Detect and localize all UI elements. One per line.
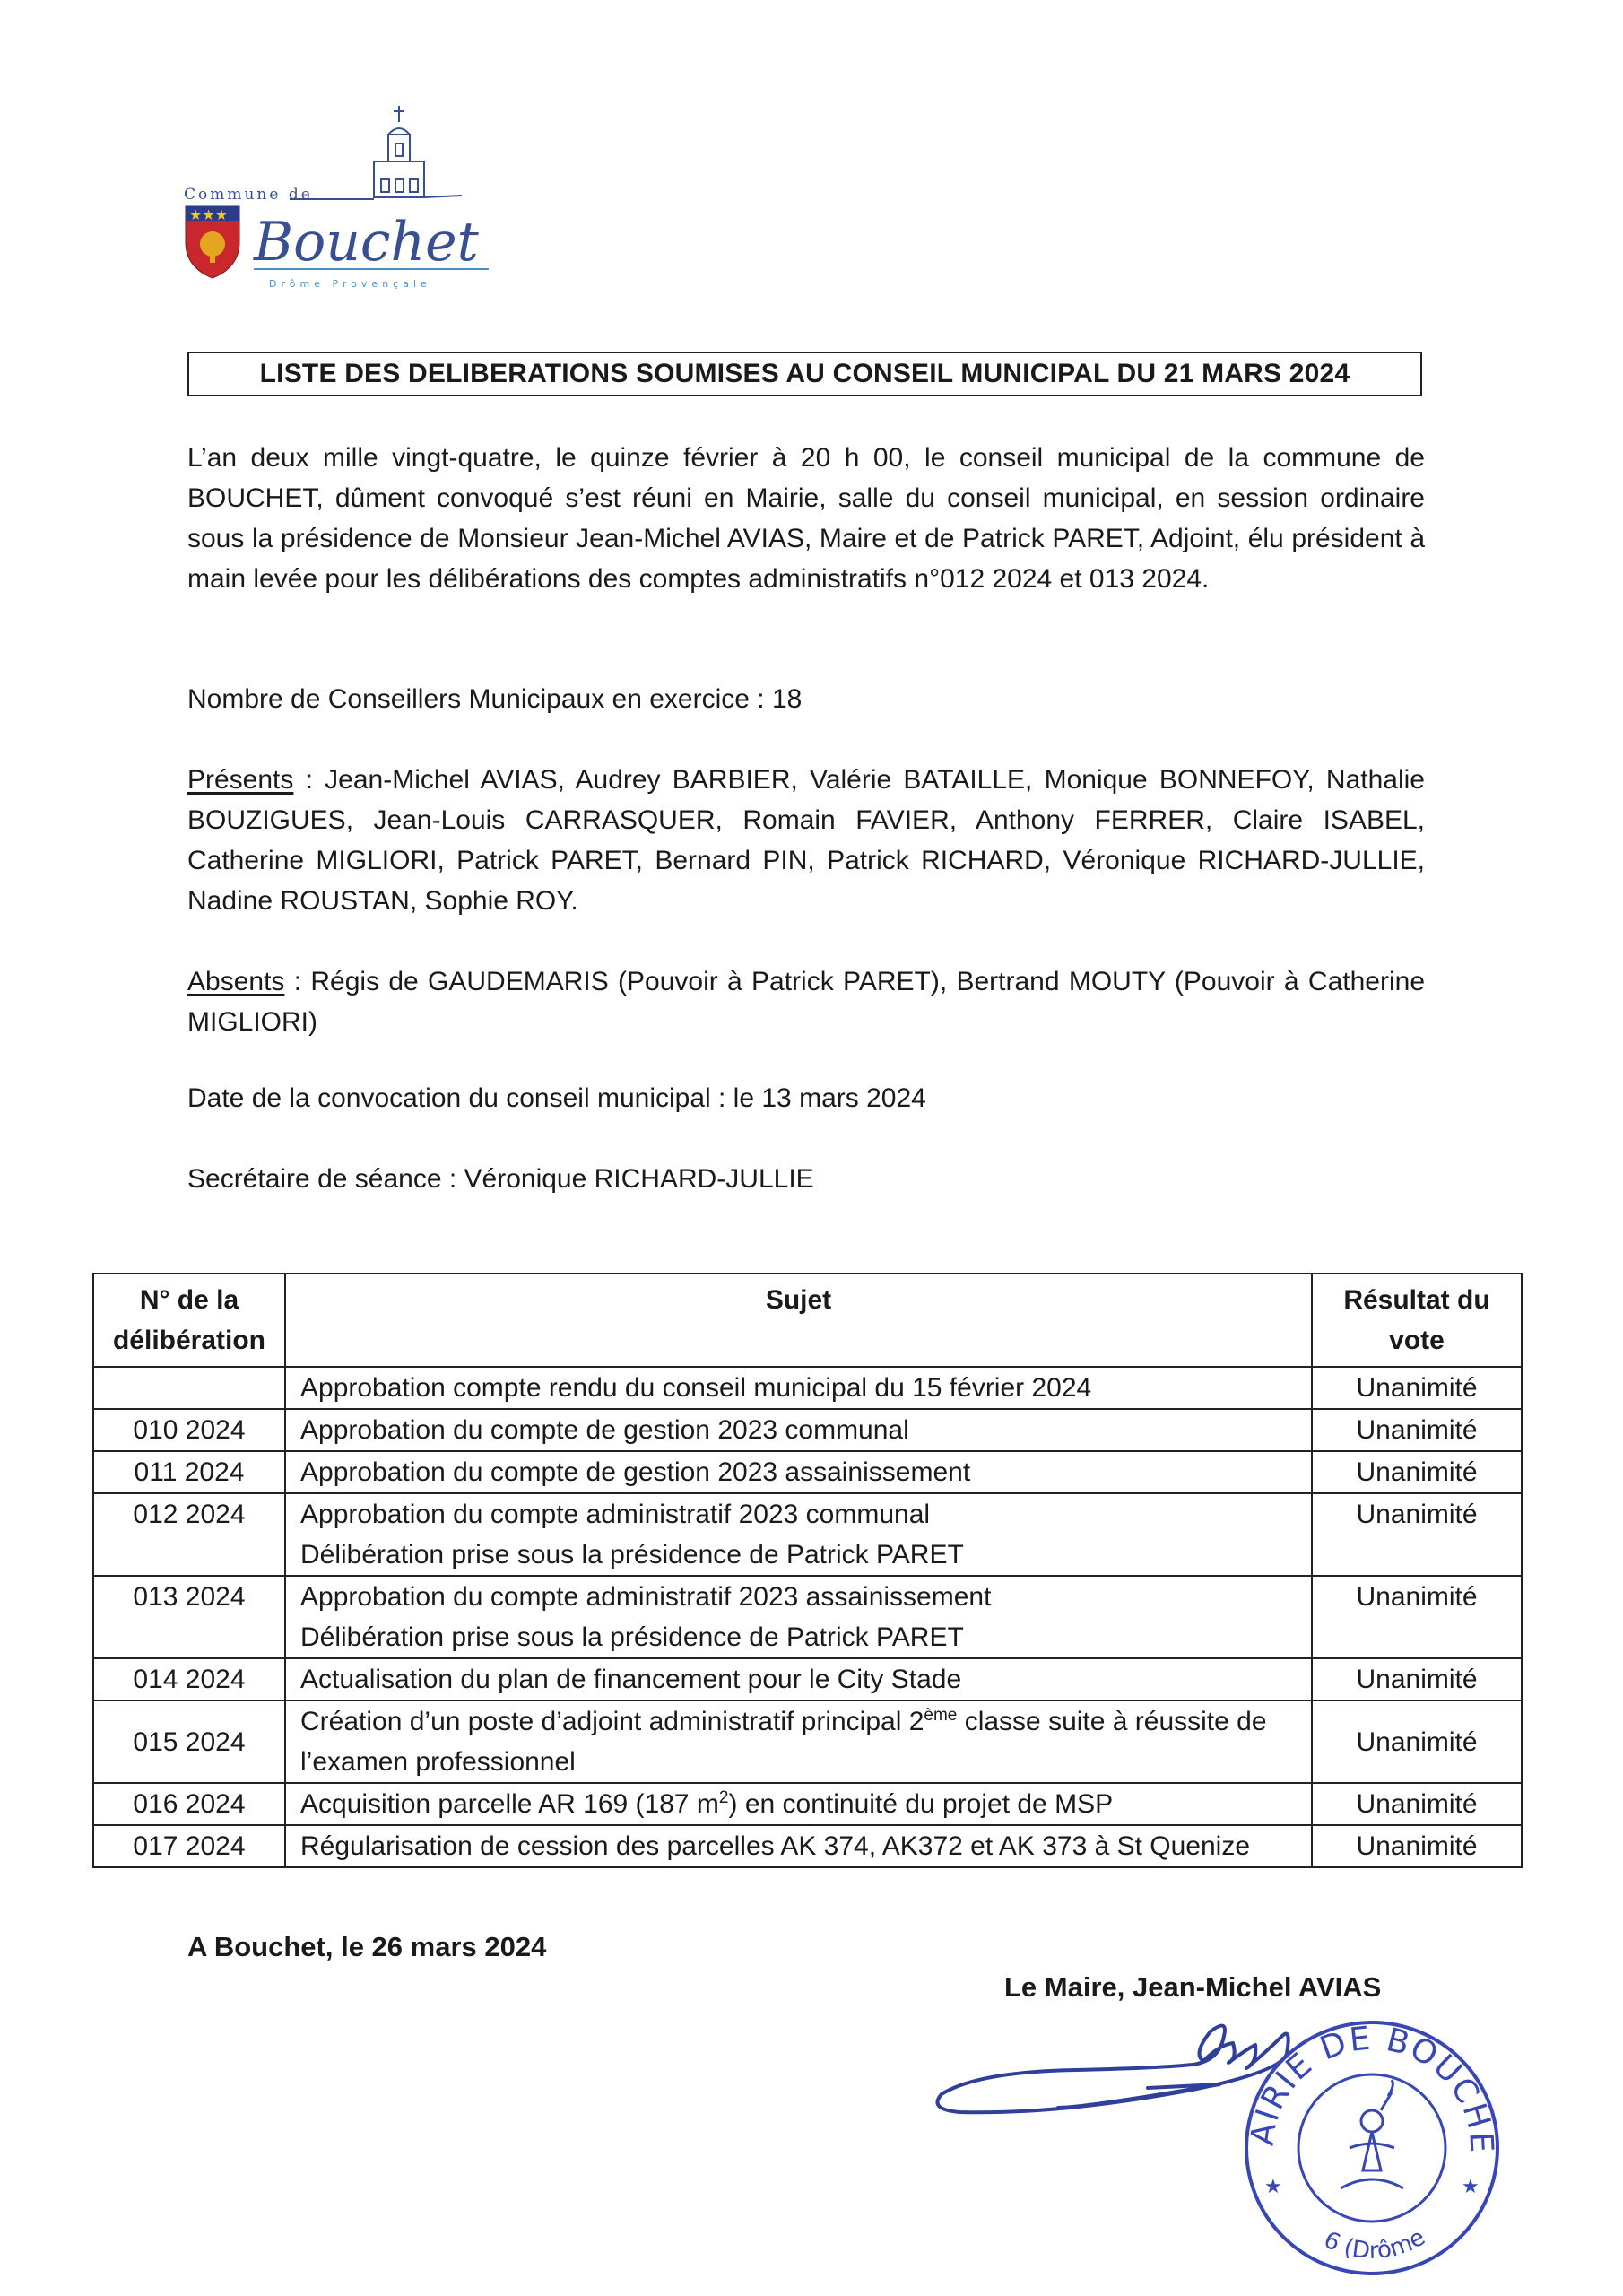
row-subject-line1: Approbation du compte administratif 2023 communal xyxy=(300,1500,931,1529)
row-subject-part1: Acquisition parcelle AR 169 (187 m xyxy=(300,1789,719,1819)
stamp-ring-text: AIRIE DE BOUCHE xyxy=(1244,2020,1500,2155)
row-subject: Régularisation de cession des parcelles AK 374, AK372 et AK 373 à St Quenize xyxy=(285,1825,1312,1867)
place-and-date: A Bouchet, le 26 mars 2024 xyxy=(187,1931,547,1962)
absents-label: Absents xyxy=(187,967,285,996)
header-number xyxy=(93,1274,285,1367)
presents-list: : Jean-Michel AVIAS, Audrey BARBIER, Valérie BATAILLE, Monique BONNEFOY, Nathalie BOUZIGUES, Jean-Louis CARRASQUER, Romain FAVIER, Anthony FERRER, Claire ISABEL, Catherine MIGLIORI, Patrick PARET, Bernard PIN, Patrick RICHARD, Véronique RICHARD-JULLIE, Nadine ROUSTAN, Sophie ROY. xyxy=(187,765,1425,916)
row-number: 014 2024 xyxy=(93,1658,285,1700)
document-title: LISTE DES DELIBERATIONS SOUMISES AU CONSEIL MUNICIPAL DU 21 MARS 2024 xyxy=(187,352,1422,396)
svg-text:★: ★ xyxy=(1462,2176,1480,2198)
row-subject-part1: Création d’un poste d’adjoint administratif principal 2 xyxy=(300,1707,924,1736)
logo-tagline: Drôme Provençale xyxy=(269,278,431,290)
councillors-count: Nombre de Conseillers Municipaux en exercice : 18 xyxy=(187,684,803,714)
intro-paragraph: L’an deux mille vingt-quatre, le quinze février à 20 h 00, le conseil municipal de la commune de BOUCHET, dûment convoqué s’est réuni en Mairie, salle du conseil municipal, en session ordinaire sous la présidence de Monsieur Jean-Michel AVIAS, Maire et de Patrick PARET, Adjoint, élu président à main levée pour les délibérations des comptes administratifs n°012 2024 et 013 2024. xyxy=(187,443,1425,594)
table-row xyxy=(93,1409,1522,1451)
row-subject: Approbation compte rendu du conseil municipal du 15 février 2024 xyxy=(285,1367,1312,1409)
logo-commune-text: Commune de xyxy=(184,186,313,204)
row-result: Unanimité xyxy=(1312,1367,1522,1409)
row-result: Unanimité xyxy=(1312,1658,1522,1700)
row-result: Unanimité xyxy=(1312,1576,1522,1658)
row-result: Unanimité xyxy=(1312,1700,1522,1783)
bouchet-logo-image xyxy=(184,90,507,296)
row-subject xyxy=(285,1576,1312,1658)
row-number: 012 2024 xyxy=(93,1493,285,1576)
table-row xyxy=(93,1783,1522,1825)
mayor-signature-label: Le Maire, Jean-Michel AVIAS xyxy=(1004,1971,1382,2003)
row-subject: Approbation du compte de gestion 2023 assainissement xyxy=(285,1451,1312,1493)
row-result: Unanimité xyxy=(1312,1493,1522,1576)
svg-text:★★★: ★★★ xyxy=(189,206,229,223)
row-subject xyxy=(285,1700,1312,1783)
row-number: 010 2024 xyxy=(93,1409,285,1451)
table-row xyxy=(93,1576,1522,1658)
row-subject-part2: classe suite à réussite de l’examen professionnel xyxy=(300,1707,1267,1777)
row-subject-line2: Délibération prise sous la présidence de Patrick PARET xyxy=(300,1622,964,1652)
row-number: 017 2024 xyxy=(93,1825,285,1867)
row-number xyxy=(93,1367,285,1409)
row-subject xyxy=(285,1783,1312,1825)
row-subject-superscript: ème xyxy=(924,1706,958,1725)
header-result xyxy=(1312,1274,1522,1367)
commune-logo xyxy=(184,90,507,296)
convocation-date: Date de la convocation du conseil municipal : le 13 mars 2024 xyxy=(187,1083,926,1113)
table-row xyxy=(93,1700,1522,1783)
presents-label: Présents xyxy=(187,765,294,795)
row-subject: Actualisation du plan de financement pour le City Stade xyxy=(285,1658,1312,1700)
logo-name: Bouchet xyxy=(254,211,479,274)
row-subject-line2: Délibération prise sous la présidence de Patrick PARET xyxy=(300,1540,964,1570)
row-result: Unanimité xyxy=(1312,1409,1522,1451)
header-number-line2: délibération xyxy=(112,1326,266,1355)
row-result: Unanimité xyxy=(1312,1783,1522,1825)
table-row xyxy=(93,1367,1522,1409)
header-number-line1: N° de la xyxy=(139,1285,239,1315)
absents-paragraph xyxy=(187,961,1425,1042)
deliberations-table xyxy=(92,1273,1523,1868)
svg-text:★: ★ xyxy=(1264,2176,1282,2198)
row-number: 015 2024 xyxy=(93,1700,285,1783)
row-subject xyxy=(285,1493,1312,1576)
row-subject-superscript: 2 xyxy=(718,1788,729,1807)
table-row xyxy=(93,1658,1522,1700)
absents-list: : Régis de GAUDEMARIS (Pouvoir à Patrick PARET), Bertrand MOUTY (Pouvoir à Catherine MIGLIORI) xyxy=(187,967,1425,1037)
table-header-row xyxy=(93,1274,1522,1367)
header-result-line2: vote xyxy=(1389,1326,1445,1355)
svg-text:MAIRIE DE BOUCHET xyxy=(1237,2013,1499,2155)
header-subject: Sujet xyxy=(285,1274,1312,1367)
header-result-line1: Résultat du xyxy=(1343,1285,1490,1315)
row-number: 011 2024 xyxy=(93,1451,285,1493)
row-number: 013 2024 xyxy=(93,1576,285,1658)
mairie-stamp xyxy=(1237,2013,1506,2283)
table-row xyxy=(93,1825,1522,1867)
castle-icon xyxy=(290,106,462,199)
stamp-emblem-icon xyxy=(1341,2080,1403,2188)
row-subject-line1: Approbation du compte administratif 2023 assainissement xyxy=(300,1582,992,1612)
presents-paragraph xyxy=(187,760,1425,921)
stamp-department: 6 (Drôme xyxy=(1319,2223,1430,2266)
row-result: Unanimité xyxy=(1312,1451,1522,1493)
row-subject: Approbation du compte de gestion 2023 communal xyxy=(285,1409,1312,1451)
row-subject-part2: ) en continuité du projet de MSP xyxy=(728,1789,1114,1819)
row-number: 016 2024 xyxy=(93,1783,285,1825)
table-row xyxy=(93,1451,1522,1493)
session-secretary: Secrétaire de séance : Véronique RICHARD-JULLIE xyxy=(187,1164,814,1194)
table-row xyxy=(93,1493,1522,1576)
shield-icon xyxy=(186,206,239,278)
row-result: Unanimité xyxy=(1312,1825,1522,1867)
